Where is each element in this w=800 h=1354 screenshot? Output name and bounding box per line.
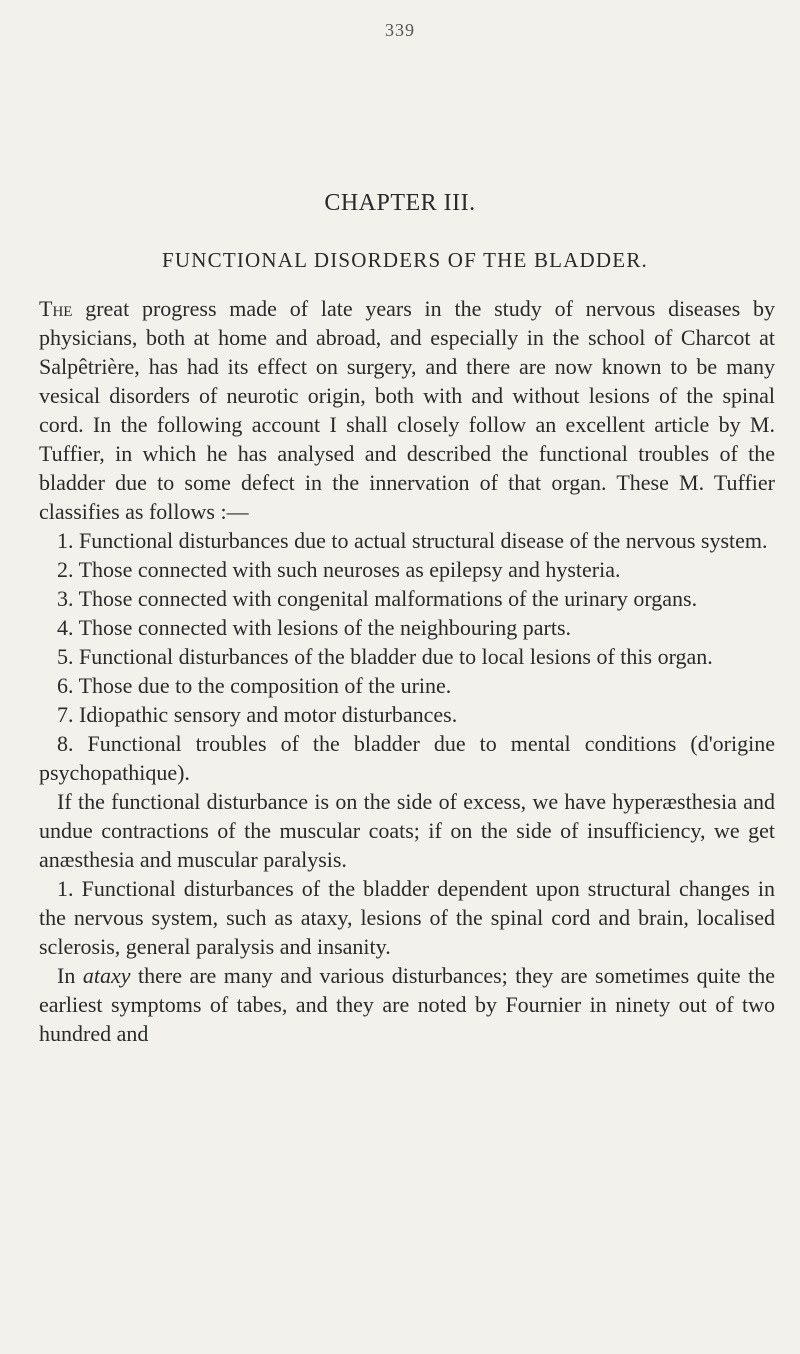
list-item: 8. Functional troubles of the bladder due to mental conditions (d'origine psychopathique). [39,731,775,785]
list-item: 4. Those connected with lesions of the neighbouring parts. [57,615,572,640]
list-item: 5. Functional disturbances of the bladder due to local lesions of this organ. [57,644,713,669]
excess-paragraph: If the functional disturbance is on the side of excess, we have hyperæsthesia and undue contractions of the muscular coats; if on the side of insufficiency, we get anæsthesia and muscular paralysis. [39,789,775,872]
list-item: 3. Those connected with congenital malformations of the urinary organs. [57,586,698,611]
ataxy-prefix: In [57,963,83,988]
intro-first-word: The [39,296,73,321]
section-heading: FUNCTIONAL DISORDERS OF THE BLADDER. [162,248,648,272]
list-item: 7. Idiopathic sensory and motor disturbances. [57,702,458,727]
ataxy-term: ataxy [82,963,131,988]
intro-paragraph [39,294,775,526]
list-item: 2. Those connected with such neuroses as epilepsy and hysteria. [57,557,621,582]
list-item: 6. Those due to the composition of the urine. [57,673,452,698]
body-text [39,294,775,1048]
chapter-heading: CHAPTER III. [324,190,476,216]
list-item: 1. Functional disturbances due to actual structural disease of the nervous system. [57,528,768,553]
ataxy-paragraph [39,961,775,1048]
ataxy-text: there are many and various disturbances; they are sometimes quite the earliest symptoms of tabes, and they are noted by Fournier in ninety out of two hundred and [39,963,775,1046]
page-number: 339 [385,20,415,40]
structural-paragraph: 1. Functional disturbances of the bladder dependent upon structural changes in the nervous system, such as ataxy, lesions of the spinal cord and brain, localised sclerosis, general paralysis and insanity. [39,876,775,959]
intro-text: great progress made of late years in the study of nervous diseases by physicians, both at home and abroad, and especially in the school of Charcot at Salpêtrière, has had its effect on surgery, and there are now known to be many vesical disorders of neurotic origin, both with and without lesions of the spinal cord. In the following account I shall closely follow an excellent article by M. Tuffier, in which he has analysed and described the functional troubles of the bladder due to some defect in the innervation of that organ. These M. Tuffier classifies as follows :— [39,296,775,524]
